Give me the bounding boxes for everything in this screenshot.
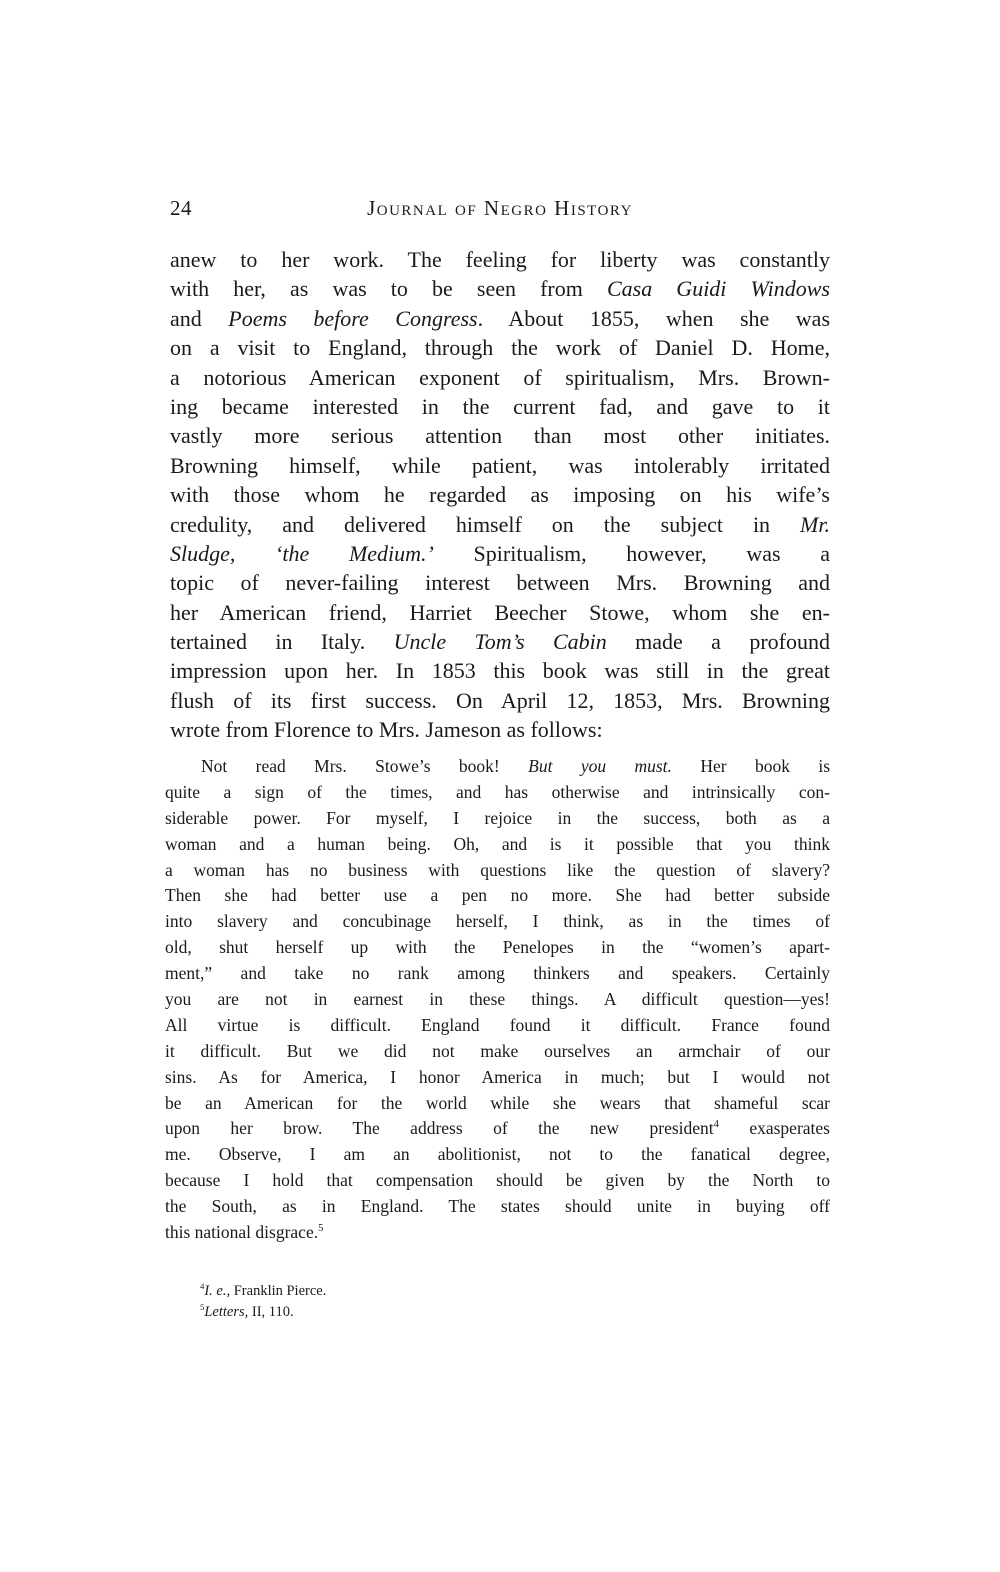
footnote-mark: 5 — [200, 1302, 205, 1313]
footnote-mark: 4 — [200, 1281, 205, 1292]
body-line: with her, as was to be seen from Casa Guidi Windows — [170, 276, 830, 302]
body-line: impression upon her. In 1853 this book was still in the great — [170, 658, 830, 684]
body-line: anew to her work. The feeling for liberty was constantly — [170, 247, 830, 272]
body-line: flush of its first success. On April 12, 1853, Mrs. Browning — [170, 687, 830, 713]
journal-title: Journal of Negro History — [367, 196, 633, 220]
body-line: Sludge, ‘the Medium.’ Spiritualism, however, was a — [170, 540, 831, 566]
body-line: on a visit to England, through the work of Daniel D. Home, — [170, 335, 830, 361]
quote-line: upon her brow. The address of the new president$^4$ exasperates — [165, 1118, 830, 1139]
italic-title: Casa Guidi Windows — [606, 276, 830, 302]
quote-line: this national disgrace.$^5$ — [165, 1222, 324, 1243]
body-line: with those whom he regarded as imposing on his wife’s — [170, 482, 830, 508]
footnote-5 — [200, 1302, 830, 1323]
quote-line: sins. As for America, I honor America in much; but I would not — [165, 1066, 830, 1087]
footnotes — [200, 1281, 830, 1323]
quote-line: Then she had better use a pen no more. She had better subside — [165, 885, 830, 906]
italic-title: Poems before Congress — [228, 305, 478, 331]
footnote-text: Franklin Pierce. — [230, 1283, 327, 1299]
quote-line: old, shut herself up with the Penelopes in the “women’s apart- — [165, 937, 830, 958]
page-number: 24 — [170, 196, 192, 220]
body-line: wrote from Florence to Mrs. Jameson as follows: — [170, 717, 603, 743]
body-line: her American friend, Harriet Beecher Stowe, whom she en- — [170, 599, 830, 625]
body-line: a notorious American exponent of spiritualism, Mrs. Brown- — [170, 364, 830, 390]
footnote-ref-4: 4 — [713, 1119, 719, 1131]
italic-title: Mr. — [800, 511, 830, 537]
body-line: and Poems before Congress. About 1855, when she was — [170, 305, 831, 331]
quote-line: quite a sign of the times, and has otherwise and intrinsically con- — [165, 781, 830, 802]
body-line: ing became interested in the current fad, and gave to it — [170, 393, 830, 419]
body-line: credulity, and delivered himself on the subject in Mr. — [170, 511, 830, 537]
quote-line: be an American for the world while she wears that shameful scar — [165, 1092, 830, 1113]
body-paragraph — [170, 245, 830, 745]
footnote-italic: I. e., — [204, 1283, 231, 1299]
block-quote — [165, 754, 830, 1246]
italic-title: Sludge, ‘the Medium.’ — [170, 540, 434, 566]
quote-line: All virtue is difficult. England found it difficult. France found — [165, 1014, 830, 1035]
quote-line: the South, as in England. The states should unite in buying off — [165, 1196, 830, 1217]
body-line: tertained in Italy. Uncle Tom’s Cabin made a profound — [170, 629, 830, 655]
quote-line: ment,” and take no rank among thinkers and speakers. Certainly — [165, 963, 830, 984]
quote-line: woman and a human being. Oh, and is it possible that you think — [165, 833, 830, 854]
running-head — [170, 196, 830, 226]
quote-line: Not read Mrs. Stowe’s book! But you must. Her book is — [201, 756, 831, 776]
body-line: vastly more serious attention than most other initiates. — [170, 423, 830, 449]
quote-line: into slavery and concubinage herself, I think, as in the times of — [165, 911, 830, 932]
footnote-italic: Letters, — [204, 1304, 249, 1320]
quote-line: me. Observe, I am an abolitionist, not to the fanatical degree, — [165, 1144, 830, 1165]
quote-line: siderable power. For myself, I rejoice in the success, both as a — [165, 807, 830, 828]
quote-line: because I hold that compensation should be given by the North to — [165, 1170, 830, 1191]
italic-title: Uncle Tom’s Cabin — [393, 629, 607, 655]
footnote-ref-5: 5 — [318, 1223, 324, 1235]
footnote-text: II, 110. — [248, 1304, 294, 1320]
italic-emphasis: But you must. — [528, 756, 672, 776]
quote-line: you are not in earnest in these things. A difficult question—yes! — [165, 989, 830, 1010]
body-line: topic of never-failing interest between Mrs. Browning and — [170, 570, 830, 596]
quote-line: it difficult. But we did not make ourselves an armchair of our — [165, 1040, 830, 1061]
footnote-4 — [200, 1281, 830, 1302]
quote-line: a woman has no business with questions like the question of slavery? — [165, 859, 830, 880]
body-line: Browning himself, while patient, was intolerably irritated — [170, 452, 830, 478]
